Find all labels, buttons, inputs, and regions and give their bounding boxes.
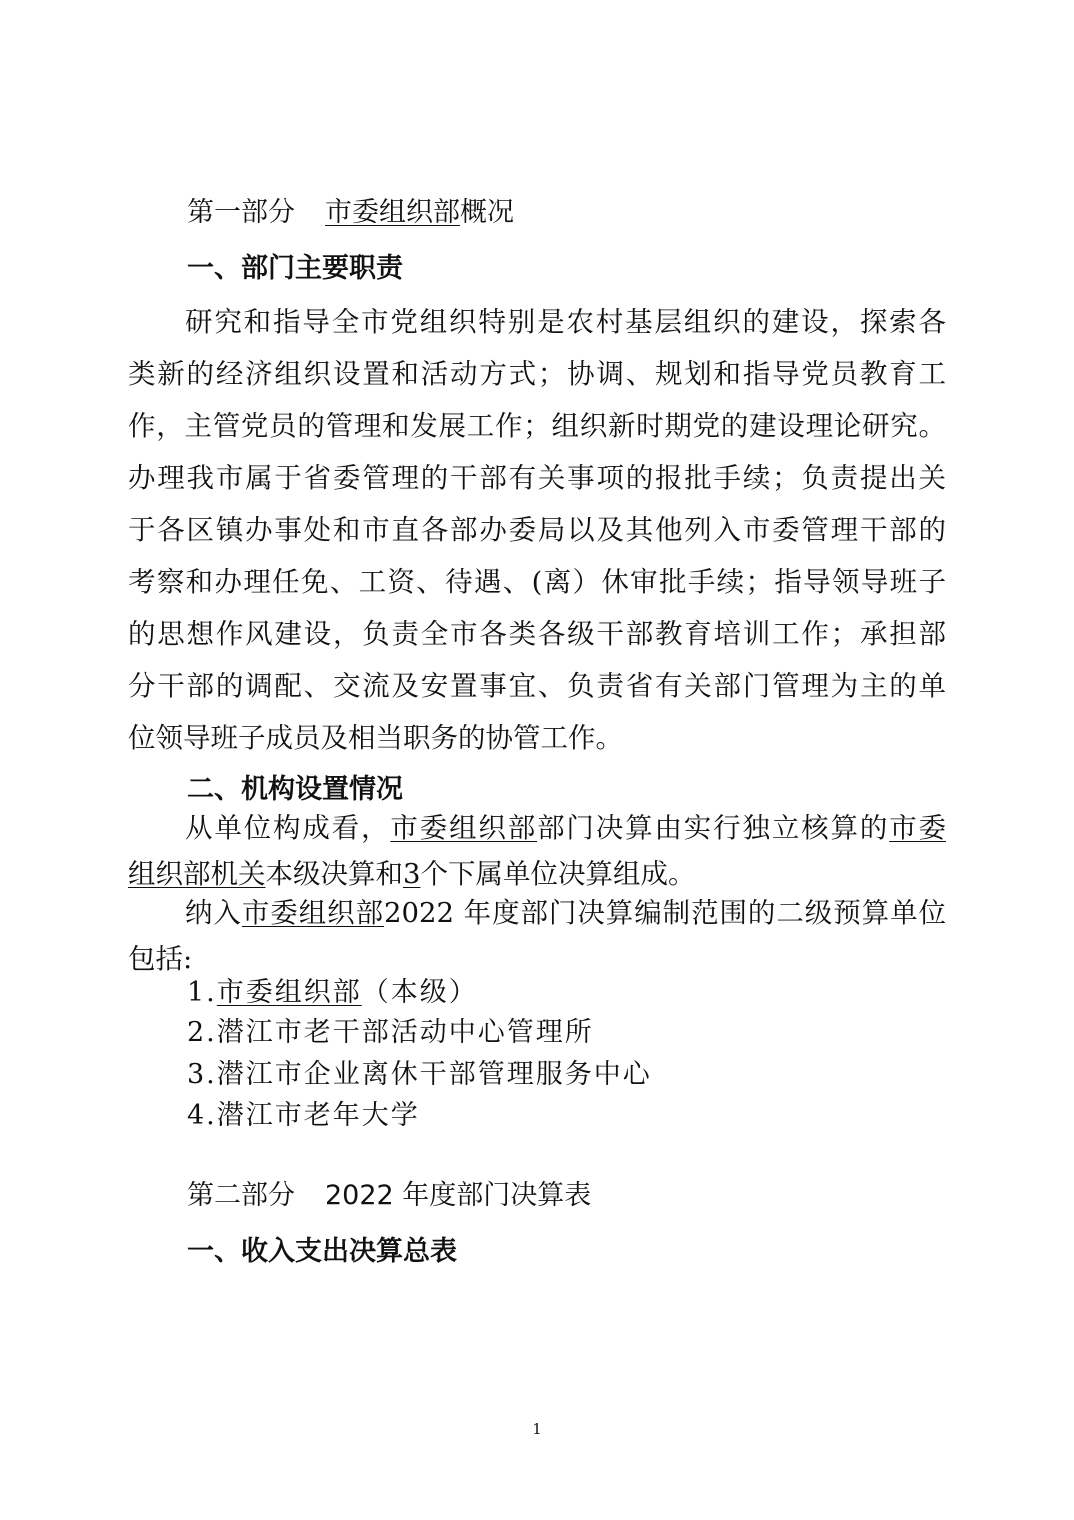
text-run: 本级决算和	[265, 858, 403, 890]
text-run: 部门决算由实行独立核算的	[537, 812, 890, 844]
paragraph-line: 考察和办理任免、工资、待遇、(离）休审批手续；指导领导班子	[128, 566, 946, 598]
paragraph-line: 包括:	[128, 943, 193, 975]
paragraph-line: 位领导班子成员及相当职务的协管工作。	[128, 722, 623, 754]
part2-label: 第二部分	[187, 1180, 295, 1211]
section2-heading: 二、机构设置情况	[187, 774, 403, 805]
paragraph-line	[128, 890, 946, 936]
part2-title: 2022 年度部门决算表	[325, 1180, 592, 1211]
list-item	[187, 1055, 652, 1095]
text-run: 个下属单位决算组成。	[420, 858, 696, 890]
unit-name: 潜江市企业离休干部管理服务中心	[216, 1059, 652, 1090]
dept-name: 市委组织部	[241, 897, 384, 929]
section2-paragraph-2	[128, 890, 946, 982]
text-run: 2022 年度部门决算编制范围的二级预算单位	[384, 897, 946, 929]
part1-dept: 市委组织部	[325, 197, 460, 228]
paragraph-line: 研究和指导全市党组织特别是农村基层组织的建设，探索各	[185, 306, 946, 338]
list-number: 1.	[187, 977, 217, 1008]
section1-heading: 一、部门主要职责	[187, 253, 403, 284]
dept-name: 组织部机关	[128, 858, 266, 890]
unit-count: 3	[403, 858, 421, 890]
list-number: 2.	[187, 1017, 217, 1048]
unit-name: 市委组织部	[216, 977, 362, 1008]
section1-paragraph	[128, 296, 946, 764]
paragraph-line: 作，主管党员的管理和发展工作；组织新时期党的建设理论研究。	[128, 410, 946, 442]
unit-name: 潜江市老干部活动中心管理所	[216, 1017, 594, 1048]
paragraph-line: 办理我市属于省委管理的干部有关事项的报批手续；负责提出关	[128, 462, 946, 494]
list-number: 3.	[187, 1059, 217, 1090]
part2-heading	[187, 1179, 591, 1213]
part1-heading	[187, 196, 514, 230]
list-item	[187, 1096, 420, 1136]
paragraph-line: 分干部的调配、交流及安置事宜、负责省有关部门管理为主的单	[128, 670, 946, 702]
list-number: 4.	[187, 1100, 217, 1131]
page-number: 1	[532, 1420, 542, 1438]
list-item	[187, 1013, 594, 1053]
list-item	[187, 973, 478, 1013]
dept-name: 市委组织部	[390, 812, 538, 844]
section2-paragraph-1	[128, 805, 946, 897]
unit-name: 潜江市老年大学	[216, 1100, 420, 1131]
part1-suffix: 概况	[460, 197, 514, 228]
paragraph-line: 的思想作风建设，负责全市各类各级干部教育培训工作；承担部	[128, 618, 946, 650]
paragraph-line: 于各区镇办事处和市直各部办委局以及其他列入市委管理干部的	[128, 514, 946, 546]
paragraph-line	[128, 805, 946, 851]
text-run: 纳入	[185, 897, 242, 929]
unit-note: （本级）	[361, 977, 478, 1008]
paragraph-line: 类新的经济组织设置和活动方式；协调、规划和指导党员教育工	[128, 358, 946, 390]
part1-label: 第一部分	[187, 197, 295, 228]
text-run: 从单位构成看，	[185, 812, 391, 844]
section3-heading: 一、收入支出决算总表	[187, 1236, 457, 1267]
dept-name: 市委	[889, 812, 947, 844]
